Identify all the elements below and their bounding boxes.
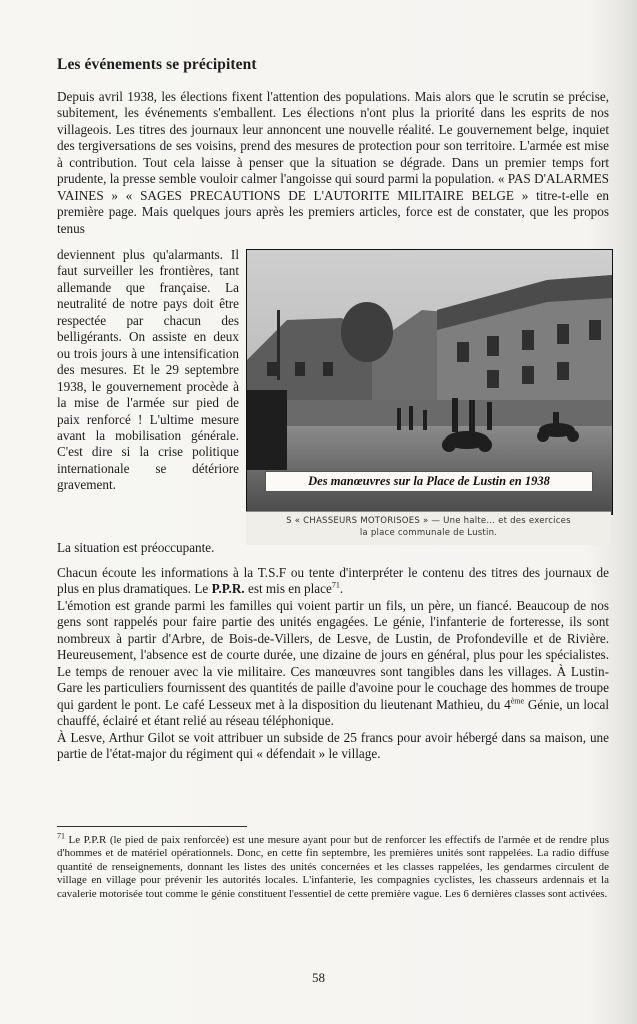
paragraph-wrapped: deviennent plus qu'alarmants. Il faut surveiller les frontières, tant allemande que française. La neutralité de notre pays doit être respectée par chacun des belligérants. On assiste en deux ou trois jours à une intensification des mesures. Et le 29 septembre 1938, le gouvernement procède à la mise de l'armée sur pied de paix renforcé ! L'ultime mesure avant la mobilisation générale. C'est dire si la crise politique internationale se détériore gravement. (57, 247, 239, 493)
text-run: Chacun écoute les informations à la T.S.F ou tente d'interpréter le contenu des titres des journaux de plus en plus dramatiques. Le (57, 565, 609, 597)
section-heading: Les événements se précipitent (57, 56, 257, 73)
text-run: Génie, un local chauffé, éclairé et étant relié au réseau téléphonique. (57, 696, 609, 729)
paragraph-main: Chacun écoute les informations à la T.S.F ou tente d'interpréter le contenu des titres des journaux de plus en plus dramatiques. Le P.P.R. est mis en place$^{71}$. L'émotion est grande parmi les familles qui voient partir un fils, un père, un fiancé. Beaucoup de nos gens sont rappelés pour faire partie des unités engagées. Le génie, l'infanterie de forteresse, ils sont nombreux à partir d'Arbre, de Bois-de-Villers, de Lesve, de Lustin, de Profondeville et de Rivière. Heureusement, l'absence est de courte durée, une dizaine de jours en général, plus pour les spécialistes. Le temps de renouer avec la vie militaire. Ces manœuvres sont tangibles dans les villages. À Lustin-Gare les particuliers fournissent des quantités de paille d'avoine pour le couchage des hommes de troupe qui gardent le pont. Le café Lesseux met à la disposition du lieutenant Mathieu, du 4ème Génie, un local chauffé, éclairé et étant relié au réseau téléphonique. À Lesve, Arthur Gilot se voit attribuer un subside de 25 francs pour avoir hébergé dans sa maison, une partie de l'état-major du régiment qui « défendait » le village. (57, 565, 609, 761)
paragraph-intro: Depuis avril 1938, les élections fixent l'attention des populations. Mais alors que le scrutin se précise, subitement, les événements s'emballent. Les élections n'ont plus la priorité dans les esprits de nos villageois. Les titres des journaux leur annoncent une nouvelle réalité. Le gouvernement belge, inquiet des tergiversations de ses voisins, prend des mesures de protection pour son territoire. L'armée est mise à contribution. Tout cela laisse à penser que la situation se dégrade. Dans un premier temps fort prudente, la presse semble vouloir calmer l'angoisse qui sourd parmi la population. « PAS D'ALARMES VAINES » « SAGES PRECAUTIONS DE L'AUTORITE MILITAIRE BELGE » titre-t-elle en première page. Mais quelques jours après les premiers articles, force est de constater, que les propos tenus (57, 89, 609, 236)
footnote (57, 831, 610, 901)
superscript: ème (510, 696, 525, 706)
clipping-line: la place communale de Lustin. (359, 528, 498, 538)
ppr-term: P.P.R. (211, 581, 245, 597)
historical-photo (246, 249, 613, 515)
clipping-line: S « CHASSEURS MOTORISOES » — Une halte... et des exercices (286, 516, 571, 526)
paragraph-situation: La situation est préoccupante. (57, 540, 215, 555)
footnote-divider (57, 826, 247, 827)
page-number: 58 (312, 970, 325, 985)
text-run: À Lesve, Arthur Gilot se voit attribuer un subside de 25 francs pour avoir hébergé dans sa maison, une partie de l'état-major du régiment qui « défendait » le village. (57, 729, 609, 761)
photo-caption: Des manœuvres sur la Place de Lustin en 1938 (265, 471, 593, 492)
footnote-reference[interactable]: 71 (331, 581, 340, 591)
footnote-text: Le P.P.R (le pied de paix renforcée) est une mesure ayant pour but de renforcer les effectifs de l'armée et de rendre plus d'hommes et de matériel opérationnels. Donc, en cette fin septembre, les premières unités sont rappelées. La radio diffuse quantité de renseignements, donnant les listes des unités concernées et les classes rappelées, les gendarmes circulent de village en village pour prévenir les autorités locales. L'infanterie, les compagnies cyclistes, les chasseurs ardennais et la cavalerie motorisée tout comme le génie constituent l'essentiel de cette première vague. Les 6 dernières classes sont activées. (57, 834, 610, 900)
footnote-number: 71 (57, 831, 65, 841)
newspaper-clipping-caption (246, 511, 611, 545)
text-run: est mis en place (244, 581, 332, 597)
text-run: L'émotion est grande parmi les familles qui voient partir un fils, un père, un fiancé. Beaucoup de nos gens sont rappelés pour faire partie des unités engagées. Le génie, l'infanterie de forteresse, ils sont nombreux à partir d'Arbre, de Bois-de-Villers, de Lesve, de Lustin, de Profondeville et de Rivière. Heureusement, l'absence est de courte durée, une dizaine de jours en général, plus pour les spécialistes. Le temps de renouer avec la vie militaire. Ces manœuvres sont tangibles dans les villages. À Lustin-Gare les particuliers fournissent des quantités de paille d'avoine pour le couchage des hommes de troupe qui gardent le pont. Le café Lesseux met à la disposition du lieutenant Mathieu, du 4 (57, 597, 609, 712)
